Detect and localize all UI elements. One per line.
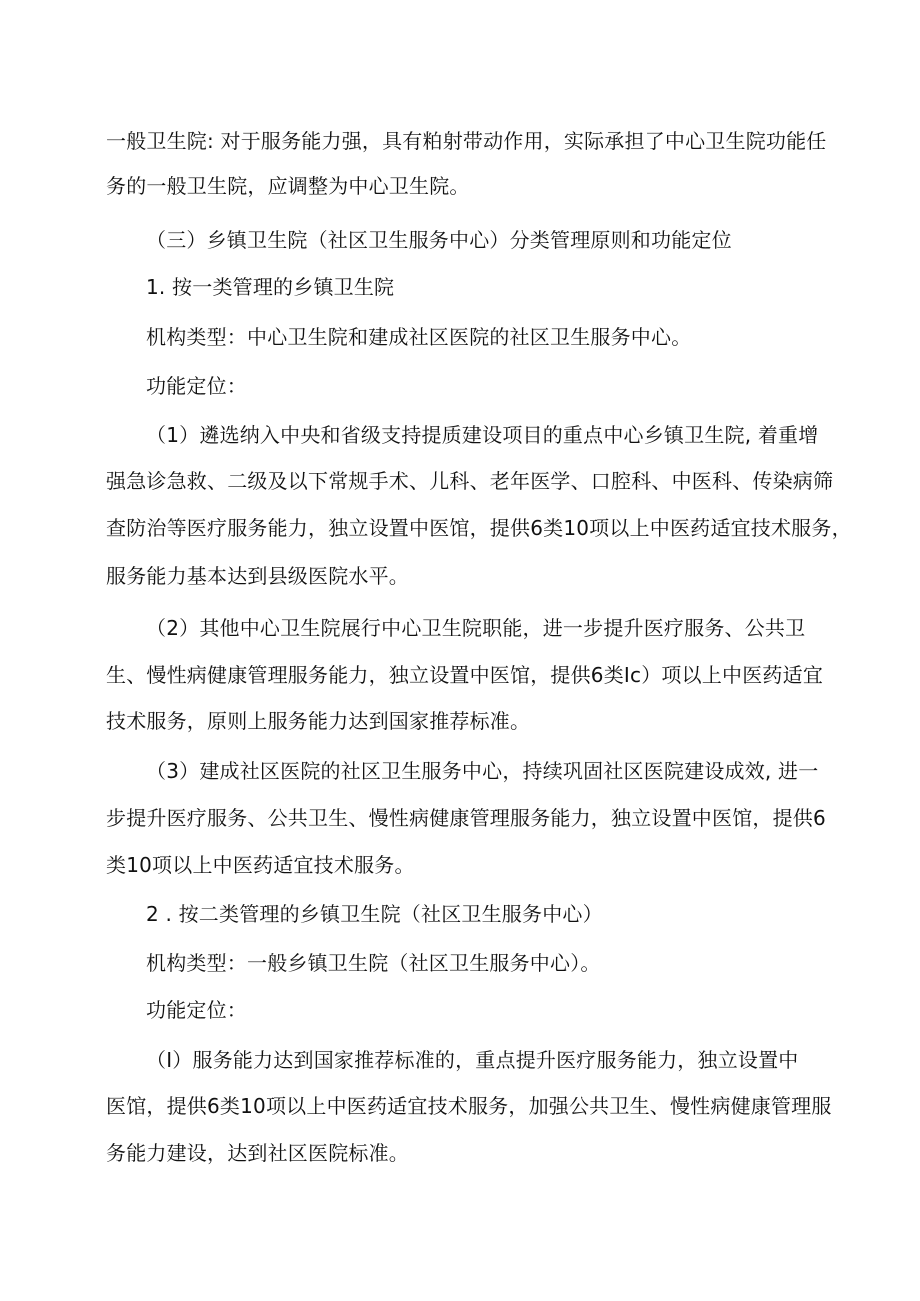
institution-type-line: 机构类型：中心卫生院和建成社区医院的社区卫生服务中心。 bbox=[146, 325, 692, 349]
paragraph-line: 查防治等医疗服务能力，独立设置中医馆，提供6类10项以上中医药适宜技术服务， bbox=[106, 516, 852, 540]
paragraph-line: （1）遴选纳入中央和省级支持提质建设项目的重点中心乡镇卫生院, 着重增 bbox=[146, 423, 819, 447]
paragraph-line: 服务能力基本达到县级医院水平。 bbox=[106, 564, 409, 588]
paragraph-line: 技术服务，原则上服务能力达到国家推荐标准。 bbox=[106, 709, 531, 733]
paragraph-line: 生、慢性病健康管理服务能力，独立设置中医馆，提供6类Ic）项以上中医药适宜 bbox=[106, 663, 824, 687]
paragraph-line: 步提升医疗服务、公共卫生、慢性病健康管理服务能力，独立设置中医馆，提供6 bbox=[106, 806, 826, 830]
paragraph-line: 医馆，提供6类10项以上中医药适宜技术服务，加强公共卫生、慢性病健康管理服 bbox=[106, 1094, 832, 1118]
paragraph-line: 类10项以上中医药适宜技术服务。 bbox=[106, 853, 415, 877]
function-position-label: 功能定位： bbox=[146, 374, 247, 398]
paragraph-line: 务能力建设，达到社区医院标准。 bbox=[106, 1141, 409, 1165]
paragraph-line: （I）服务能力达到国家推荐标准的，重点提升医疗服务能力，独立设置中 bbox=[146, 1048, 799, 1072]
paragraph-line: 强急诊急救、二级及以下常规手术、儿科、老年医学、口腔科、中医科、传染病筛 bbox=[106, 469, 834, 493]
subsection-heading: 2 . 按二类管理的乡镇卫生院（社区卫生服务中心） bbox=[146, 902, 603, 926]
paragraph-line: 一般卫生院: 对于服务能力强，具有粕射带动作用，实际承担了中心卫生院功能任 bbox=[106, 129, 827, 153]
paragraph-line: 务的一般卫生院，应调整为中心卫生院。 bbox=[106, 174, 470, 198]
function-position-label: 功能定位： bbox=[146, 998, 247, 1022]
section-heading: （三）乡镇卫生院（社区卫生服务中心）分类管理原则和功能定位 bbox=[146, 228, 732, 252]
institution-type-line: 机构类型：一般乡镇卫生院（社区卫生服务中心）。 bbox=[146, 951, 601, 975]
paragraph-line: （3）建成社区医院的社区卫生服务中心，持续巩固社区医院建设成效, 进一 bbox=[146, 759, 819, 783]
paragraph-line: （2）其他中心卫生院展行中心卫生院职能，进一步提升医疗服务、公共卫 bbox=[146, 616, 806, 640]
subsection-heading: 1. 按一类管理的乡镇卫生院 bbox=[146, 275, 395, 299]
